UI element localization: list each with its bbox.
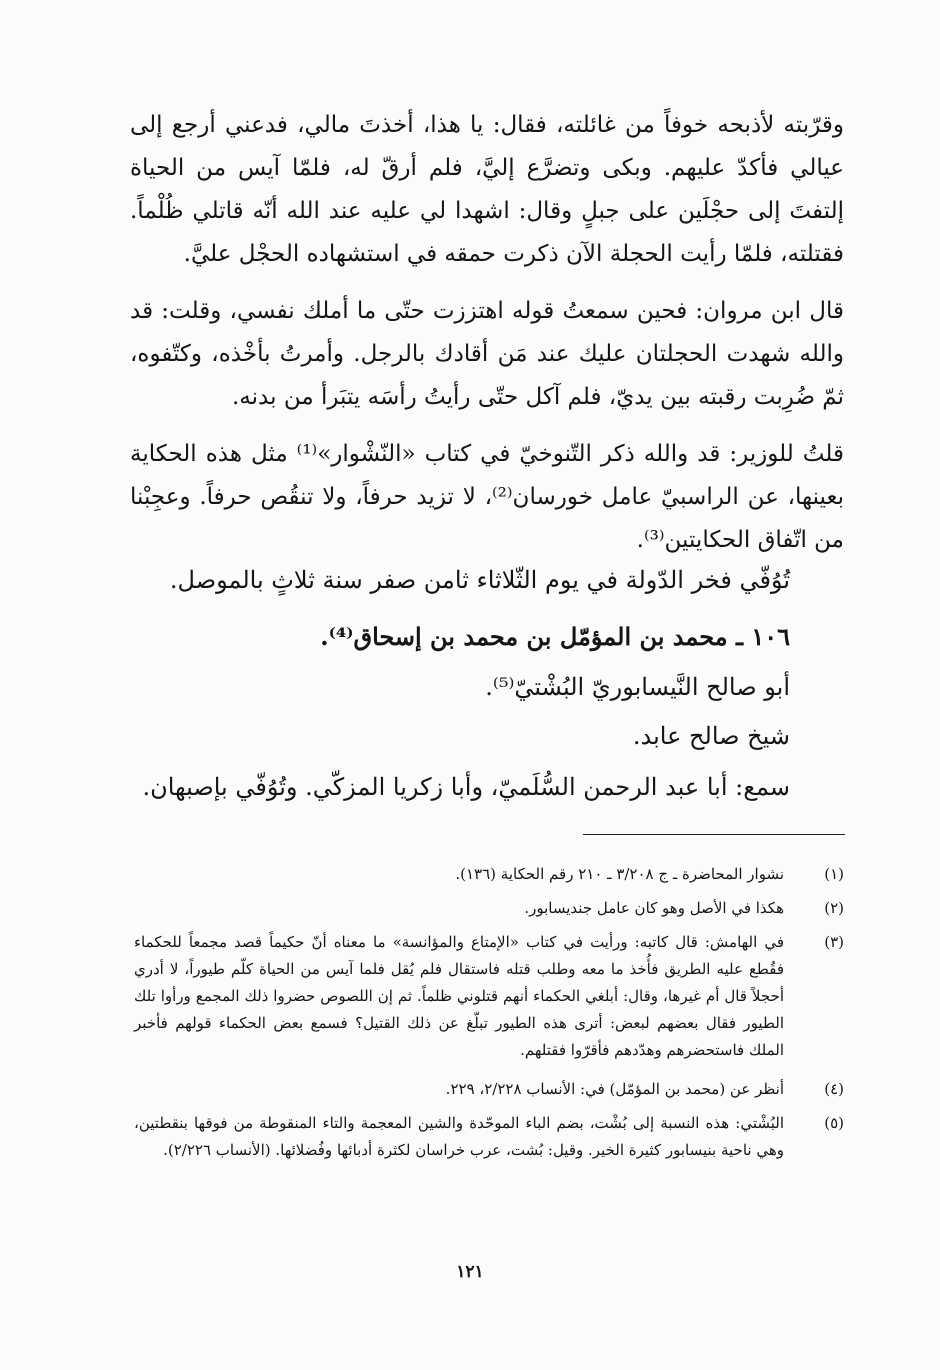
footnote-number: (٣) [824,933,844,951]
page-number: ١٢١ [456,1262,484,1282]
footnote-text: في الهامش: قال كاتبه: ورأيت في كتاب «الإمتاع والمؤانسة» ما معناه أنّ حكيماً قصد مجمعاً للحكماء فقُطع عليه الطريق فأُخذ ما معه وطلب قتله فاستقال فلم يُقل فلما آيس من الحياة كلّم طيوراً، لا أدري أحجلاً قال أم غيرها، وقال: أبلغي الحكماء أنهم قتلوني ظلماً. ثم إن اللصوص حضروا ذلك المجمع ورأوا تلك الطيور فقال بعضهم لبعض: أترى هذه الطيور تبلّغ عن ذلك القتيل؟ فسمع بعض الحكماء قولهم فأخبر الملك فاستحضرهم وهدّدهم فأقرّوا فقتلهم. [134,933,784,1059]
footnote-text: أنظر عن (محمد بن المؤمّل) في: الأنساب ٢/٢٢٨، ٢٢٩. [445,1080,784,1098]
footnote-text: هكذا في الأصل وهو كان عامل جنديسابور. [524,899,784,917]
entry-line: سمع: أبا عبد الرحمن السُّلَميّ، وأبا زكريا المزكّي. وتُوُفّي بإصبهان. [142,773,790,801]
paragraph: وقرّبته لأذبحه خوفاً من غائلته، فقال: يا هذا، أخذتَ مالي، فدعني أرجع إلى عيالي فأكدّ عليهم. وبكى وتضرَّع إليَّ، فلم أرقّ له، فلمّا آيس من الحياة إلتفتَ إلى حجْلَين على جبلٍ وقال: اشهدا لي عليه عند الله أنّه قاتلي ظُلْماً. فقتلته، فلمّا رأيت الحجلة الآن ذكرت حمقه في استشهاده الحجْل عليَّ. [130,112,844,267]
footnote [134,929,844,1064]
footnote-text: نشوار المحاضرة ـ ج ٣/٢٠٨ ـ ٢١٠ رقم الحكاية (١٣٦). [455,865,784,883]
main-text [130,104,844,562]
footnote [134,1110,844,1164]
footnote [134,861,844,888]
entry-line: شيخ صالح عابد. [632,722,790,750]
footnote-number: (٤) [824,1080,844,1098]
footnote-number: (٥) [824,1114,844,1132]
footnote-text: البُشْتي: هذه النسبة إلى بُشْت، بضم الباء الموحّدة والشين المعجمة والتاء المنقوطة من فوقها بنقطتين، وهي ناحية بنيسابور كثيرة الخير. وقيل: بُشت، عرب خراسان لكثرة أدبائها وفُضلائها. (الأنساب ٢/٢٢٦). [134,1114,784,1159]
footnote [134,895,844,922]
death-note-line: تُوُفّي فخر الدّولة في يوم الثّلاثاء ثامن صفر سنة ثلاثٍ بالموصل. [169,566,790,594]
entry-heading: ١٠٦ ـ محمد بن المؤمّل بن محمد بن إسحاق⁽⁴⁾. [320,622,790,651]
footnote-separator [583,834,845,835]
footnote-number: (١) [824,865,844,883]
paragraph: قلتُ للوزير: قد والله ذكر التّنوخيّ في كتاب «النّشْوار»⁽¹⁾ مثل هذه الحكاية بعينها، عن الراسبيّ عامل خورسان⁽²⁾، لا تزيد حرفاً، ولا تنقُص حرفاً. وعجِبْنا من اتّفاق الحكايتين⁽³⁾. [130,441,844,553]
footnotes [134,861,844,1164]
paragraph: قال ابن مروان: فحين سمعتُ قوله اهتززت حتّى ما أملك نفسي، وقلت: قد والله شهدت الحجلتان عليك عند مَن أقادك بالرجل. وأمرتُ بأخْذه، وكتّفوه، ثمّ ضُرِبت رقبته بين يديّ، فلم آكل حتّى رأيتُ رأسَه يتبَرأ من بدنه. [130,298,844,410]
footnote-number: (٢) [824,899,844,917]
entry-line: أبو صالح النَّيسابوريّ البُشْتيّ⁽⁵⁾. [485,673,790,701]
footnote [134,1076,844,1103]
